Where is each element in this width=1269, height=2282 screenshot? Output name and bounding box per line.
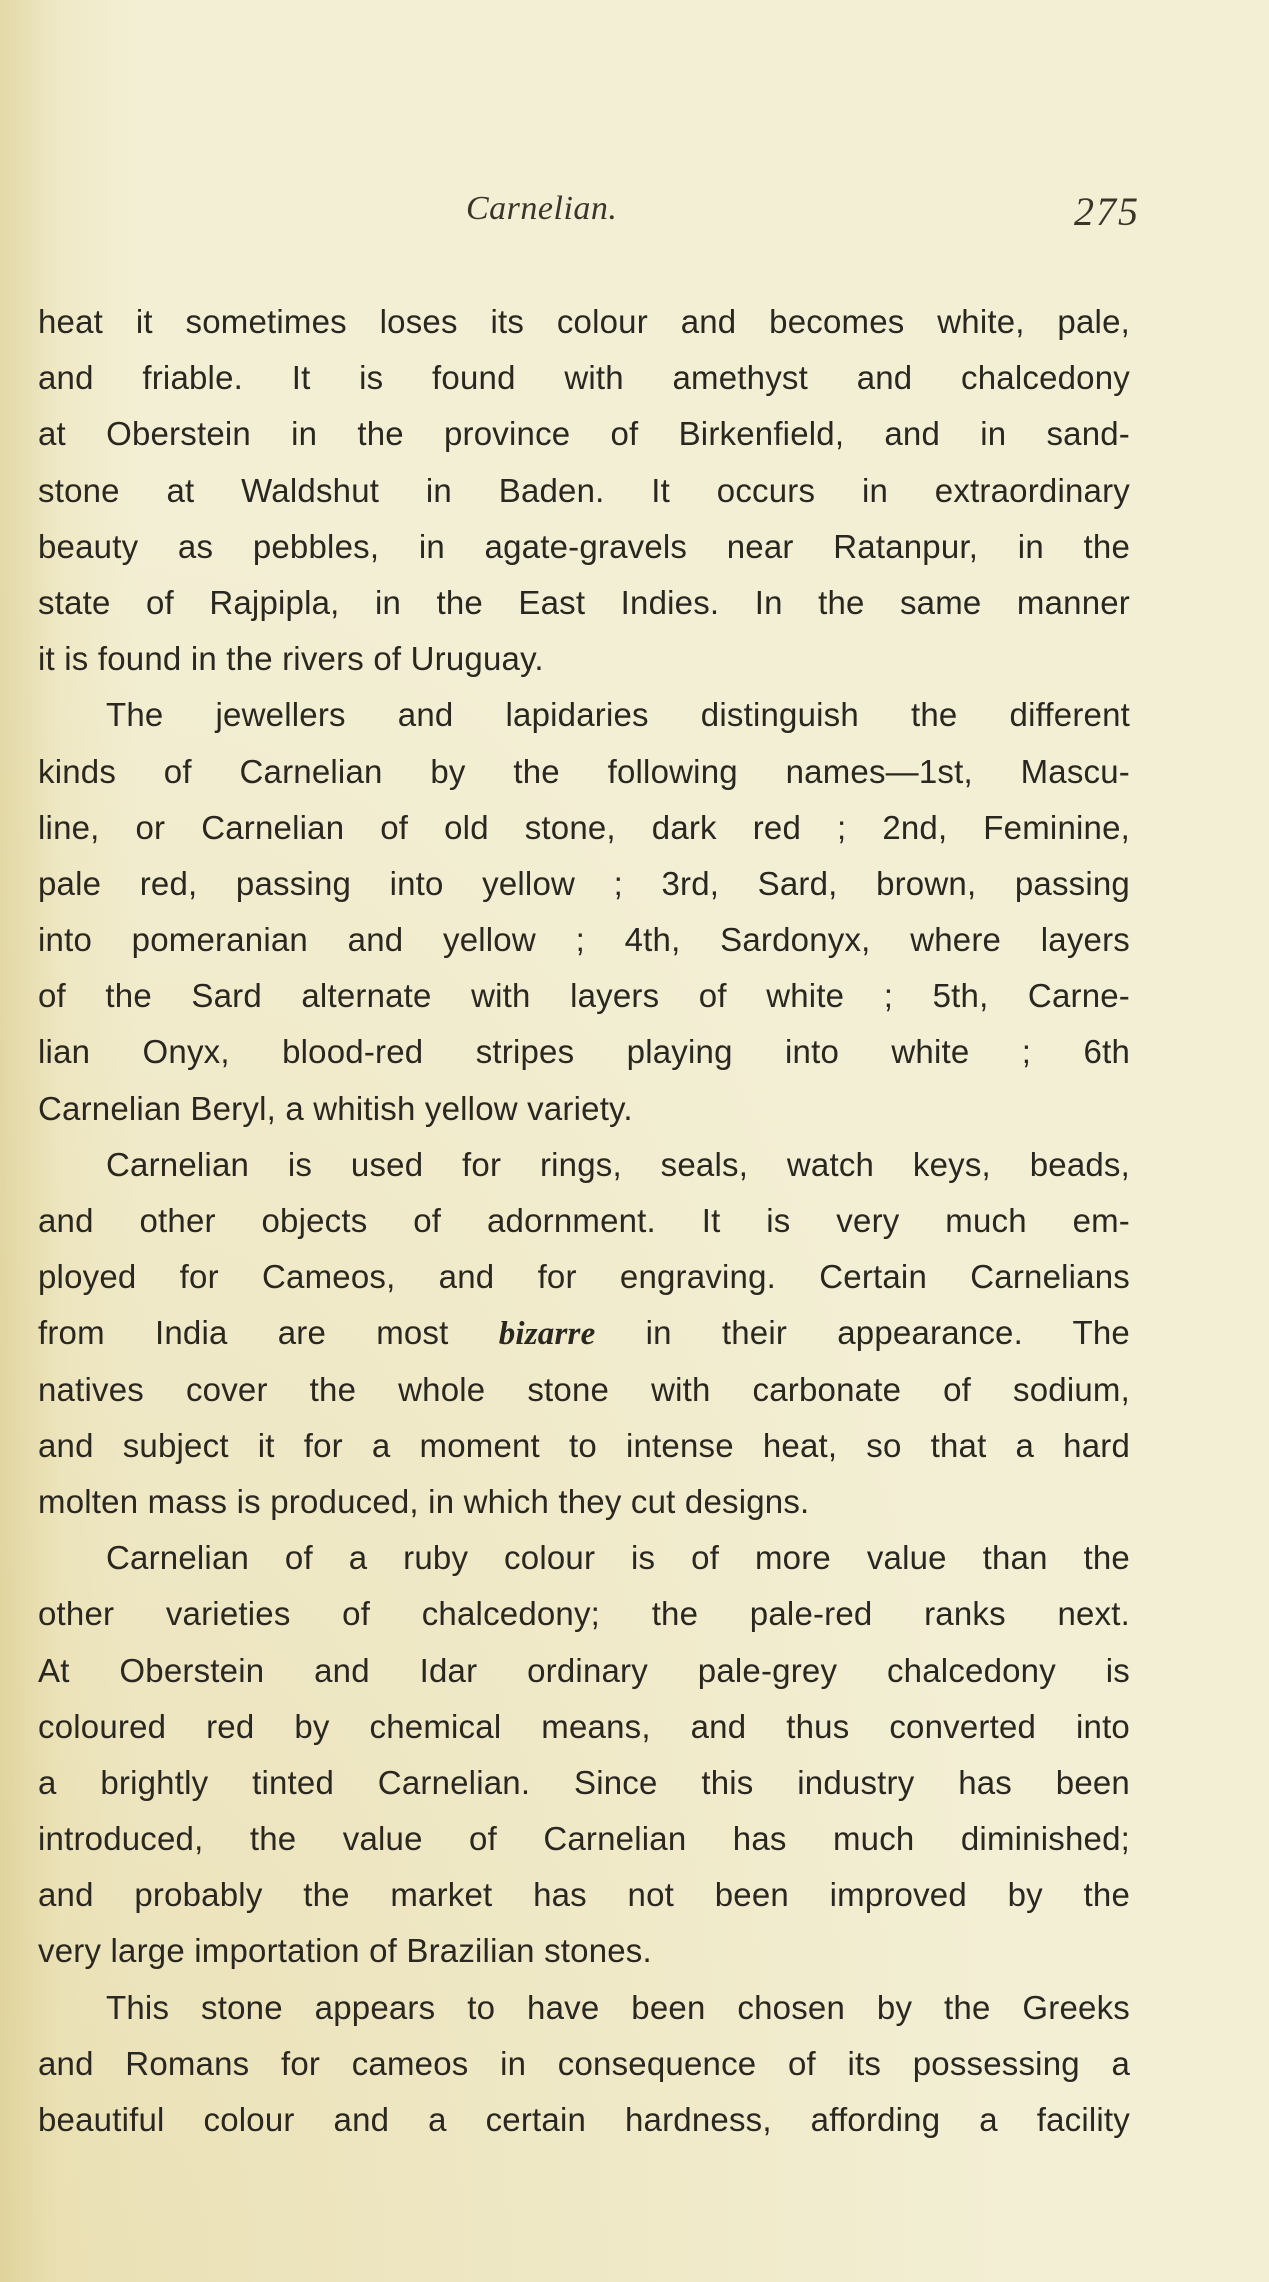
text-run: from India are most	[38, 1314, 499, 1352]
text-line: other varieties of chalcedony; the pale-red ranks next.	[38, 1595, 1130, 1633]
text-line: This stone appears to have been chosen by the Greeks	[106, 1988, 1130, 2026]
text-line: and subject it for a moment to intense heat, so that a hard	[38, 1426, 1130, 1464]
text-line: pale red, passing into yellow ; 3rd, Sard, brown, passing	[38, 864, 1130, 902]
text-line: beauty as pebbles, in agate-gravels near Ratanpur, in the	[38, 527, 1130, 565]
text-line: kinds of Carnelian by the following names—1st, Mascu-	[38, 752, 1130, 790]
text-line: Carnelian is used for rings, seals, watch keys, beads,	[106, 1145, 1130, 1183]
text-line: heat it sometimes loses its colour and becomes white, pale,	[38, 303, 1130, 340]
text-line: it is found in the rivers of Uruguay.	[38, 640, 544, 678]
running-title: Carnelian.	[466, 190, 618, 227]
text-line: Carnelian Beryl, a whitish yellow variety.	[38, 1089, 633, 1127]
text-line-bizarre	[38, 1305, 1130, 1361]
text-line: and friable. It is found with amethyst and chalcedony	[38, 359, 1130, 397]
italic-word: bizarre	[498, 1316, 596, 1353]
text-line: of the Sard alternate with layers of white ; 5th, Carne-	[38, 977, 1130, 1015]
running-head	[38, 189, 1140, 250]
text-line: coloured red by chemical means, and thus converted into	[38, 1707, 1130, 1745]
text-line: stone at Waldshut in Baden. It occurs in extraordinary	[38, 471, 1130, 509]
text-line: and probably the market has not been improved by the	[38, 1876, 1130, 1914]
text-line: state of Rajpipla, in the East Indies. In the same manner	[38, 583, 1130, 621]
text-line: very large importation of Brazilian stones.	[38, 1932, 652, 1970]
text-line: natives cover the whole stone with carbonate of sodium,	[38, 1370, 1130, 1408]
text-line: and other objects of adornment. It is very much em-	[38, 1202, 1130, 1239]
body-text	[38, 294, 1130, 2148]
text-line: lian Onyx, blood-red stripes playing into white ; 6th	[38, 1033, 1130, 1071]
text-line: a brightly tinted Carnelian. Since this industry has been	[38, 1763, 1130, 1801]
text-run: in their appearance. The	[595, 1314, 1130, 1352]
page-number: 275	[1074, 189, 1140, 234]
text-line: line, or Carnelian of old stone, dark red ; 2nd, Feminine,	[38, 808, 1130, 846]
text-line: ployed for Cameos, and for engraving. Certain Carnelians	[38, 1258, 1130, 1296]
text-line: At Oberstein and Idar ordinary pale-grey chalcedony is	[38, 1651, 1130, 1689]
text-line: Carnelian of a ruby colour is of more value than the	[106, 1539, 1130, 1577]
text-line: at Oberstein in the province of Birkenfield, and in sand-	[38, 415, 1130, 453]
text-line: beautiful colour and a certain hardness, affording a facility	[38, 2101, 1130, 2138]
text-line: molten mass is produced, in which they cut designs.	[38, 1482, 810, 1520]
text-line: and Romans for cameos in consequence of its possessing a	[38, 2044, 1130, 2082]
text-line: into pomeranian and yellow ; 4th, Sardonyx, where layers	[38, 921, 1130, 959]
text-line: introduced, the value of Carnelian has much diminished;	[38, 1820, 1130, 1858]
text-line: The jewellers and lapidaries distinguish the different	[106, 696, 1130, 734]
